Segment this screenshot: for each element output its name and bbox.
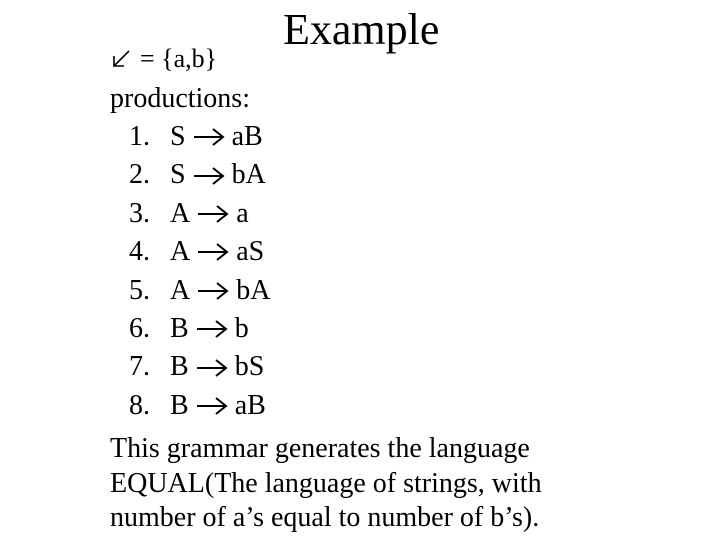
right-arrow-icon <box>192 166 226 186</box>
rule-rhs: bA <box>231 159 266 191</box>
rule-lhs: A <box>170 274 191 306</box>
rule-rhs: b <box>234 312 249 344</box>
rule-rhs: bA <box>236 274 271 306</box>
production-rule <box>129 310 270 348</box>
rule-lhs: B <box>170 312 189 344</box>
rule-rhs: bS <box>234 351 265 383</box>
right-arrow-icon <box>196 242 230 262</box>
rule-rhs: aB <box>231 121 263 152</box>
sigma-symbol-icon <box>110 48 132 70</box>
right-arrow-icon <box>195 319 229 339</box>
alphabet-definition <box>110 41 217 77</box>
rule-lhs: A <box>170 236 191 268</box>
rule-number: 1. <box>129 121 150 152</box>
slide-title: Example <box>283 5 440 54</box>
production-rule <box>129 272 270 310</box>
right-arrow-icon <box>192 127 226 147</box>
production-rule <box>129 195 270 233</box>
rule-number: 6. <box>129 312 150 344</box>
rule-rhs: a <box>236 197 249 229</box>
rule-number: 8. <box>129 389 150 421</box>
right-arrow-icon <box>195 396 229 416</box>
right-arrow-icon <box>196 204 230 224</box>
rule-lhs: B <box>170 351 189 383</box>
right-arrow-icon <box>196 281 230 301</box>
rule-lhs: B <box>170 389 189 421</box>
rule-number: 7. <box>129 351 150 383</box>
rule-number: 3. <box>129 197 150 229</box>
alphabet-text: = {a,b} <box>140 44 218 73</box>
production-rule <box>129 348 270 386</box>
production-rules <box>129 118 270 425</box>
rule-number: 4. <box>129 236 150 268</box>
production-rule <box>129 233 270 271</box>
production-rule <box>129 156 270 194</box>
production-rule <box>129 387 270 425</box>
right-arrow-icon <box>195 358 229 378</box>
productions-label: productions: <box>110 83 250 114</box>
description-line: This grammar generates the language <box>110 433 530 464</box>
rule-number: 5. <box>129 274 150 306</box>
production-rule <box>129 118 270 156</box>
description-line: EQUAL(The language of strings, with <box>110 467 542 499</box>
rule-rhs: aS <box>236 236 265 268</box>
description-line: number of a’s equal to number of b’s). <box>110 502 540 533</box>
rule-lhs: S <box>170 159 186 191</box>
rule-rhs: aB <box>234 389 266 421</box>
rule-lhs: S <box>170 121 186 152</box>
rule-lhs: A <box>170 197 191 229</box>
rule-number: 2. <box>129 159 150 191</box>
grammar-description <box>110 432 710 536</box>
